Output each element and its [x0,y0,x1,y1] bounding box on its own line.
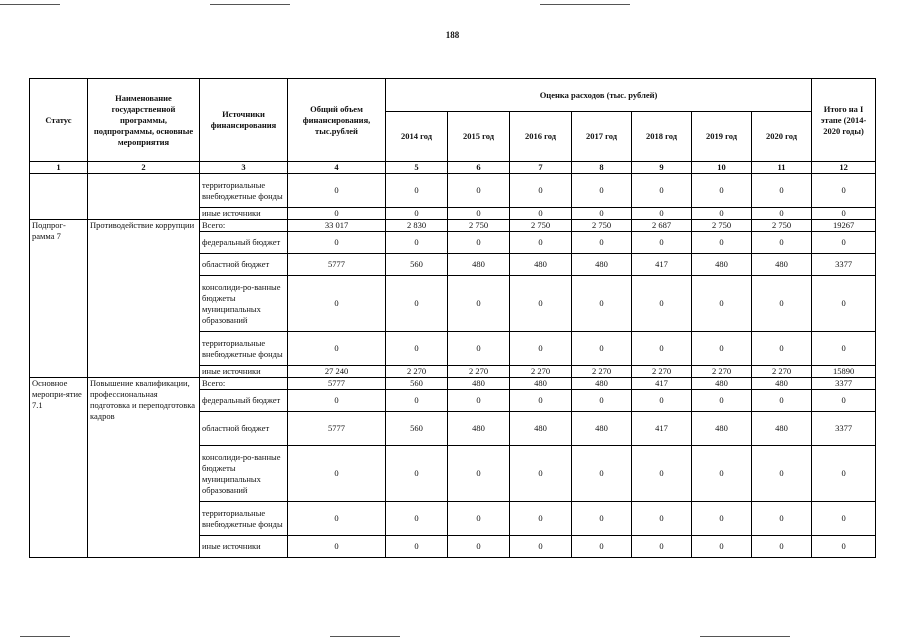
value-cell: 0 [288,232,386,254]
value-cell: 2 270 [632,366,692,378]
value-cell: 0 [632,536,692,558]
value-cell: 0 [448,232,510,254]
value-cell: 480 [448,254,510,276]
header-year: 2015 год [448,112,510,162]
value-cell: 2 750 [510,220,572,232]
value-cell: 480 [510,412,572,446]
header-estimate: Оценка расходов (тыс. рублей) [386,79,812,112]
value-cell: 2 270 [752,366,812,378]
value-cell: 560 [386,378,448,390]
measure-name-cell: Противодействие коррупции [88,220,200,378]
column-number: 2 [88,162,200,174]
value-cell: 0 [572,232,632,254]
table-body [30,174,876,558]
value-cell: 0 [752,446,812,502]
header-year: 2016 год [510,112,572,162]
value-cell: 3377 [812,378,876,390]
value-cell: 15890 [812,366,876,378]
header-name: Наименование государственной программы, подпрограммы, основные мероприятия [88,79,200,162]
value-cell: 0 [288,174,386,208]
value-cell: 0 [288,536,386,558]
value-cell: 0 [386,332,448,366]
value-cell: 2 270 [692,366,752,378]
value-cell: 0 [386,232,448,254]
value-cell: 417 [632,254,692,276]
value-cell: 2 750 [692,220,752,232]
value-cell: 480 [692,412,752,446]
value-cell: 19267 [812,220,876,232]
value-cell: 417 [632,378,692,390]
value-cell: 0 [632,174,692,208]
header-year: 2018 год [632,112,692,162]
value-cell: 3377 [812,254,876,276]
value-cell: 480 [510,254,572,276]
value-cell: 0 [448,208,510,220]
value-cell: 0 [752,332,812,366]
value-cell: 2 270 [510,366,572,378]
source-cell: консолиди-ро-ванные бюджеты муниципальных образований [200,276,288,332]
source-cell: территориальные внебюджетные фонды [200,174,288,208]
value-cell: 0 [752,208,812,220]
value-cell: 0 [692,208,752,220]
value-cell: 0 [752,502,812,536]
value-cell: 0 [632,332,692,366]
value-cell: 2 750 [572,220,632,232]
value-cell: 480 [510,378,572,390]
value-cell: 27 240 [288,366,386,378]
value-cell: 0 [572,208,632,220]
value-cell: 0 [510,276,572,332]
source-cell: иные источники [200,208,288,220]
value-cell: 2 830 [386,220,448,232]
value-cell: 480 [692,378,752,390]
value-cell: 0 [812,232,876,254]
scan-artifact-line [210,4,290,5]
source-cell: областной бюджет [200,412,288,446]
value-cell: 0 [448,276,510,332]
value-cell: 0 [288,502,386,536]
value-cell: 0 [386,208,448,220]
value-cell: 0 [510,536,572,558]
value-cell: 0 [288,390,386,412]
source-cell: Всего: [200,220,288,232]
value-cell: 0 [288,332,386,366]
status-cell [30,174,88,220]
value-cell: 0 [812,174,876,208]
header-status: Статус [30,79,88,162]
value-cell: 0 [632,232,692,254]
value-cell: 0 [752,232,812,254]
value-cell: 0 [448,332,510,366]
value-cell: 2 750 [448,220,510,232]
value-cell: 0 [752,276,812,332]
value-cell: 0 [448,446,510,502]
value-cell: 0 [752,390,812,412]
value-cell: 0 [752,174,812,208]
column-number: 4 [288,162,386,174]
measure-name-cell [88,174,200,220]
value-cell: 0 [692,174,752,208]
value-cell: 0 [288,276,386,332]
column-number: 12 [812,162,876,174]
source-cell: консолиди-ро-ванные бюджеты муниципальных образований [200,446,288,502]
value-cell: 0 [572,390,632,412]
value-cell: 2 270 [448,366,510,378]
value-cell: 33 017 [288,220,386,232]
value-cell: 0 [572,536,632,558]
value-cell: 0 [692,332,752,366]
header-year: 2020 год [752,112,812,162]
value-cell: 480 [572,254,632,276]
value-cell: 0 [632,390,692,412]
value-cell: 0 [632,276,692,332]
value-cell: 0 [692,232,752,254]
value-cell: 0 [510,502,572,536]
funding-table [29,78,876,558]
source-cell: областной бюджет [200,254,288,276]
column-number: 6 [448,162,510,174]
column-number: 10 [692,162,752,174]
value-cell: 0 [510,232,572,254]
value-cell: 0 [692,390,752,412]
page-number: 188 [445,30,460,40]
value-cell: 0 [386,174,448,208]
header-total: Общий объем финансирования, тыс.рублей [288,79,386,162]
column-number: 1 [30,162,88,174]
value-cell: 0 [510,332,572,366]
value-cell: 560 [386,412,448,446]
value-cell: 0 [752,536,812,558]
value-cell: 417 [632,412,692,446]
measure-name-cell: Повышение квалификации, профессиональная подготовка и переподготовка кадров [88,378,200,558]
header-year: 2014 год [386,112,448,162]
scan-artifact-line [700,636,790,637]
value-cell: 0 [812,390,876,412]
value-cell: 2 687 [632,220,692,232]
value-cell: 0 [812,536,876,558]
value-cell: 0 [510,446,572,502]
value-cell: 0 [812,332,876,366]
value-cell: 0 [510,208,572,220]
column-number: 7 [510,162,572,174]
source-cell: территориальные внебюджетные фонды [200,332,288,366]
column-number: 5 [386,162,448,174]
value-cell: 0 [510,174,572,208]
column-number: 3 [200,162,288,174]
scan-artifact-line [540,4,630,5]
value-cell: 0 [448,390,510,412]
source-cell: Всего: [200,378,288,390]
value-cell: 5777 [288,412,386,446]
value-cell: 480 [752,412,812,446]
value-cell: 0 [812,446,876,502]
value-cell: 2 750 [752,220,812,232]
value-cell: 480 [448,412,510,446]
value-cell: 0 [386,536,448,558]
value-cell: 0 [288,446,386,502]
value-cell: 480 [692,254,752,276]
value-cell: 0 [572,332,632,366]
value-cell: 0 [572,446,632,502]
value-cell: 0 [448,174,510,208]
table-row [30,220,876,232]
value-cell: 5777 [288,378,386,390]
source-cell: иные источники [200,366,288,378]
value-cell: 2 270 [386,366,448,378]
table-row [30,174,876,208]
value-cell: 560 [386,254,448,276]
value-cell: 0 [386,276,448,332]
scan-artifact-line [0,4,60,5]
column-number: 8 [572,162,632,174]
source-cell: территориальные внебюджетные фонды [200,502,288,536]
header-year: 2017 год [572,112,632,162]
table-row [30,378,876,390]
column-number: 11 [752,162,812,174]
value-cell: 0 [386,446,448,502]
value-cell: 0 [288,208,386,220]
status-cell: Основное меропри-ятие 7.1 [30,378,88,558]
value-cell: 480 [752,378,812,390]
value-cell: 2 270 [572,366,632,378]
scan-artifact-line [330,636,400,637]
value-cell: 0 [510,390,572,412]
scan-artifact-line [20,636,70,637]
value-cell: 480 [448,378,510,390]
value-cell: 0 [448,536,510,558]
value-cell: 0 [812,208,876,220]
value-cell: 0 [692,536,752,558]
value-cell: 0 [386,502,448,536]
header-year: 2019 год [692,112,752,162]
column-numbers-row [30,162,876,174]
value-cell: 480 [752,254,812,276]
value-cell: 0 [692,276,752,332]
value-cell: 0 [692,446,752,502]
value-cell: 0 [386,390,448,412]
value-cell: 0 [572,276,632,332]
source-cell: федеральный бюджет [200,232,288,254]
status-cell: Подпрог-рамма 7 [30,220,88,378]
source-cell: федеральный бюджет [200,390,288,412]
value-cell: 480 [572,412,632,446]
value-cell: 0 [812,502,876,536]
header-itog: Итого на I этапе (2014-2020 годы) [812,79,876,162]
source-cell: иные источники [200,536,288,558]
column-number: 9 [632,162,692,174]
value-cell: 5777 [288,254,386,276]
value-cell: 0 [572,502,632,536]
value-cell: 0 [692,502,752,536]
value-cell: 0 [812,276,876,332]
value-cell: 0 [572,174,632,208]
header-sources: Источники финансирования [200,79,288,162]
value-cell: 480 [572,378,632,390]
value-cell: 0 [632,502,692,536]
value-cell: 3377 [812,412,876,446]
value-cell: 0 [632,208,692,220]
value-cell: 0 [632,446,692,502]
value-cell: 0 [448,502,510,536]
